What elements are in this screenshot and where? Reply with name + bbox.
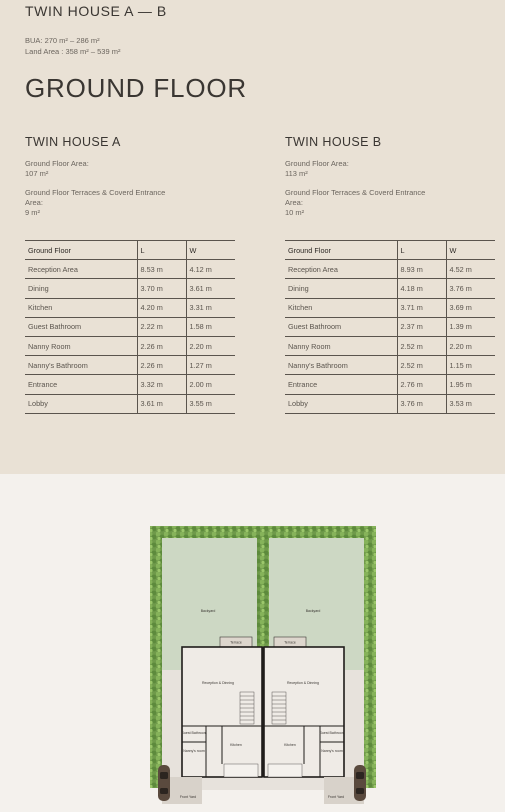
car-left	[158, 765, 170, 801]
table-row	[25, 298, 235, 317]
table-header-cell: Ground Floor	[285, 241, 397, 260]
table-cell: Reception Area	[25, 260, 137, 279]
table-cell: 1.95 m	[446, 375, 495, 394]
table-cell: 2.20 m	[186, 336, 235, 355]
plan-label-reception-right: Reception & Dinning	[287, 681, 319, 685]
table-row	[25, 394, 235, 413]
house-a-summary	[25, 135, 235, 227]
plan-label-backyard-right: Backyard	[305, 609, 321, 613]
table-cell: 1.15 m	[446, 356, 495, 375]
table-row	[25, 279, 235, 298]
house-a-dimensions-table	[25, 240, 235, 414]
table-cell: 2.20 m	[446, 336, 495, 355]
house-b-terrace-value: 10 m²	[285, 208, 305, 217]
table-cell: Reception Area	[285, 260, 397, 279]
floor-title: GROUND FLOOR	[25, 73, 247, 103]
table-cell: 3.71 m	[397, 298, 446, 317]
table-cell: 3.53 m	[446, 394, 495, 413]
table-header-cell: L	[397, 241, 446, 260]
table-row	[285, 375, 495, 394]
table-cell: Nanny's Bathroom	[285, 356, 397, 375]
table-row	[25, 356, 235, 375]
plan-label-kitchen-right: Kitchen	[284, 743, 296, 747]
hedge-middle	[257, 538, 269, 656]
table-cell: 3.61 m	[137, 394, 186, 413]
house-a-title: TWIN HOUSE A	[25, 135, 121, 149]
table-cell: 3.55 m	[186, 394, 235, 413]
table-cell: 2.00 m	[186, 375, 235, 394]
plan-label-reception-left: Reception & Dinning	[202, 681, 234, 685]
plan-label-front-yard-left: Front Yard	[179, 795, 197, 799]
table-header-cell: L	[137, 241, 186, 260]
table-cell: 3.76 m	[446, 279, 495, 298]
house-b-area-label: Ground Floor Area:	[285, 159, 349, 168]
house-a-terrace-value: 9 m²	[25, 208, 40, 217]
plan-label-backyard-left: Backyard	[200, 609, 216, 613]
table-row	[25, 336, 235, 355]
table-cell: 1.27 m	[186, 356, 235, 375]
house-a-area-label: Ground Floor Area:	[25, 159, 89, 168]
area-summary	[25, 35, 120, 57]
table-row	[285, 298, 495, 317]
ground-floor-plan	[148, 524, 378, 808]
land-area-text: Land Area : 358 m² – 539 m²	[25, 47, 121, 56]
table-header-cell: W	[446, 241, 495, 260]
table-row	[25, 317, 235, 336]
plan-label-nanny-right: Nanny's room	[321, 749, 343, 753]
house-b-terrace-label: Ground Floor Terraces & Coverd Entrance Area:	[285, 188, 426, 207]
house-b-title: TWIN HOUSE B	[285, 135, 382, 149]
table-cell: Guest Bathroom	[285, 317, 397, 336]
table-cell: 3.61 m	[186, 279, 235, 298]
hedge-top	[150, 526, 376, 538]
table-cell: 3.32 m	[137, 375, 186, 394]
table-cell: Kitchen	[285, 298, 397, 317]
table-row	[25, 375, 235, 394]
table-cell: 3.76 m	[397, 394, 446, 413]
table-cell: 4.18 m	[397, 279, 446, 298]
table-header-row	[285, 241, 495, 260]
table-cell: 2.76 m	[397, 375, 446, 394]
table-row	[285, 336, 495, 355]
table-cell: Entrance	[285, 375, 397, 394]
table-cell: 3.70 m	[137, 279, 186, 298]
house-a-area-value: 107 m²	[25, 169, 49, 178]
table-cell: Dining	[25, 279, 137, 298]
table-cell: Dining	[285, 279, 397, 298]
table-header-cell: W	[186, 241, 235, 260]
table-row	[285, 279, 495, 298]
floor-plan-drawing	[148, 524, 378, 808]
table-cell: 4.52 m	[446, 260, 495, 279]
table-header-cell: Ground Floor	[25, 241, 137, 260]
table-cell: Kitchen	[25, 298, 137, 317]
table-cell: Lobby	[285, 394, 397, 413]
table-cell: 4.20 m	[137, 298, 186, 317]
plan-label-guest-bath-right: Guest Bathroom	[319, 731, 345, 735]
table-cell: 2.37 m	[397, 317, 446, 336]
table-cell: Guest Bathroom	[25, 317, 137, 336]
house-b-dimensions-table	[285, 240, 495, 414]
house-b-area-value: 113 m²	[285, 169, 308, 178]
table-cell: 8.53 m	[137, 260, 186, 279]
table-cell: Lobby	[25, 394, 137, 413]
table-row	[285, 394, 495, 413]
table-cell: 4.12 m	[186, 260, 235, 279]
table-cell: 2.52 m	[397, 336, 446, 355]
plan-label-terrace-left: Terrace	[230, 640, 242, 645]
table-row	[285, 356, 495, 375]
page-header-title: TWIN HOUSE A — B	[25, 3, 167, 19]
table-cell: 1.39 m	[446, 317, 495, 336]
table-cell: Entrance	[25, 375, 137, 394]
table-cell: 3.69 m	[446, 298, 495, 317]
table-cell: 2.52 m	[397, 356, 446, 375]
table-row	[285, 317, 495, 336]
table-header-row	[25, 241, 235, 260]
table-row	[25, 260, 235, 279]
car-right	[354, 765, 366, 801]
hedge-left	[150, 526, 162, 788]
table-cell: 2.26 m	[137, 356, 186, 375]
table-cell: 3.31 m	[186, 298, 235, 317]
plan-label-front-yard-right: Front Yard	[327, 795, 345, 799]
table-cell: 1.58 m	[186, 317, 235, 336]
house-b-summary	[285, 135, 495, 227]
table-cell: Nanny Room	[25, 336, 137, 355]
table-cell: 8.93 m	[397, 260, 446, 279]
plan-label-terrace-right: Terrace	[284, 640, 296, 645]
table-row	[285, 260, 495, 279]
table-cell: Nanny's Bathroom	[25, 356, 137, 375]
plan-label-kitchen-left: Kitchen	[230, 743, 242, 747]
bua-text: BUA: 270 m² – 286 m²	[25, 36, 100, 45]
plan-label-nanny-left: Nanny's room	[183, 749, 205, 753]
table-cell: 2.26 m	[137, 336, 186, 355]
hedge-right	[364, 526, 376, 788]
table-cell: Nanny Room	[285, 336, 397, 355]
house-a-terrace-label: Ground Floor Terraces & Coverd Entrance Area:	[25, 188, 166, 207]
plan-label-guest-bath-left: Guest Bathroom	[181, 731, 207, 735]
table-cell: 2.22 m	[137, 317, 186, 336]
